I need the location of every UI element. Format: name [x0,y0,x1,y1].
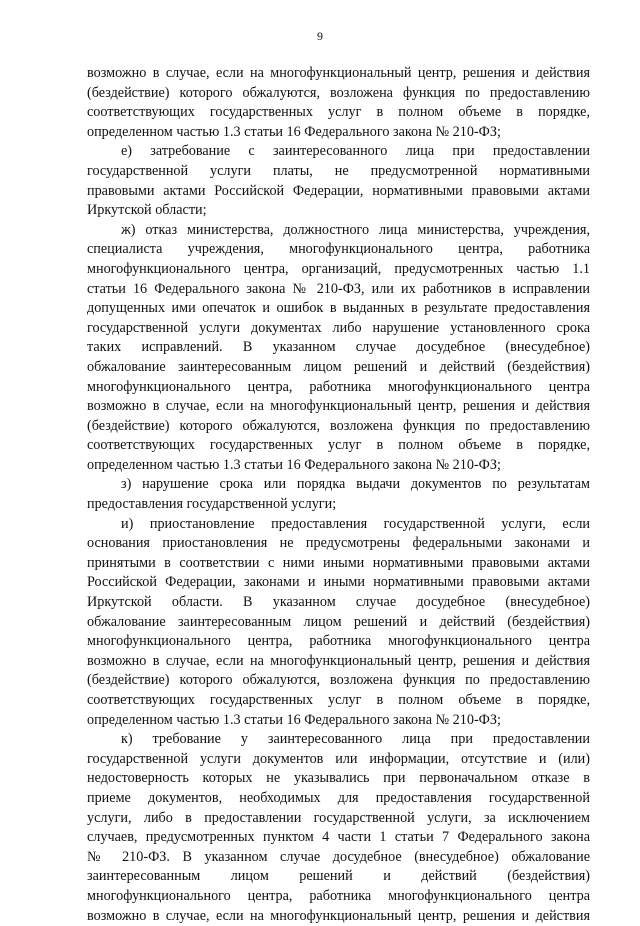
text-line: Иркутской области; [87,202,207,219]
text-line: обжалование заинтересованным лицом решений и действий (бездействия) [87,358,590,375]
text-line: соответствующих государственных услуг в полном объеме в порядке, [87,437,590,454]
text-line: специалиста учреждения, многофункционального центра, работника [87,241,590,258]
text-line: многофункционального центра, работника многофункционального центра [87,633,590,650]
page-number: 9 [317,29,323,43]
text-line: таких исправлений. В указанном случае досудебное (внесудебное) [87,339,590,356]
text-line: № 210-ФЗ. В указанном случае досудебное (внесудебное) обжалование [87,848,590,865]
text-line: к) требование у заинтересованного лица при предоставлении [121,731,590,748]
text-line: многофункционального центра, организаций, предусмотренных частью 1.1 [87,260,590,277]
text-line: (бездействие) которого обжалуются, возложена функция по предоставлению [87,672,590,689]
text-line: определенном частью 1.3 статьи 16 Федерального закона № 210-ФЗ; [87,123,501,140]
text-line: и) приостановление предоставления государственной услуги, если [121,515,590,532]
text-line: многофункционального центра, работника многофункционального центра [87,378,590,395]
text-line: е) затребование с заинтересованного лица при предоставлении [121,143,590,160]
text-line: Иркутской области. В указанном случае досудебное (внесудебное) [87,594,590,611]
text-line: государственной услуги документов или информации, отсутствие и (или) [87,750,590,767]
text-line: возможно в случае, если на многофункциональный центр, решения и действия [87,398,590,415]
text-line: ж) отказ министерства, должностного лица министерства, учреждения, [121,221,590,238]
text-line: определенном частью 1.3 статьи 16 Федерального закона № 210-ФЗ; [87,456,501,473]
text-line: обжалование заинтересованным лицом решений и действий (бездействия) [87,613,590,630]
text-line: (бездействие) которого обжалуются, возложена функция по предоставлению [87,84,590,101]
text-line: приеме документов, необходимых для предоставления государственной [87,789,590,806]
text-line: услуги, либо в предоставлении государственной услуги, за исключением [87,809,590,826]
text-line: возможно в случае, если на многофункциональный центр, решения и действия [87,65,590,81]
text-line: правовыми актами Российской Федерации, нормативными правовыми актами [87,182,590,199]
text-line: определенном частью 1.3 статьи 16 Федерального закона № 210-ФЗ; [87,711,501,728]
text-line: возможно в случае, если на многофункциональный центр, решения и действия [87,907,590,924]
text-line: случаев, предусмотренных пунктом 4 части 1 статьи 7 Федерального закона [87,829,590,846]
text-line: допущенных ими опечаток и ошибок в выданных в результате предоставления [87,300,590,317]
text-line: многофункционального центра, работника многофункционального центра [87,887,590,904]
text-line: основания приостановления не предусмотрены федеральными законами и [87,535,590,552]
text-line: з) нарушение срока или порядка выдачи документов по результатам [121,476,590,493]
text-line: государственной услуги платы, не предусмотренной нормативными [87,162,590,179]
text-line: предоставления государственной услуги; [87,496,337,513]
text-line: (бездействие) которого обжалуются, возложена функция по предоставлению [87,417,590,434]
text-line: соответствующих государственных услуг в полном объеме в порядке, [87,692,590,708]
text-line: заинтересованным лицом решений и действий (бездействия) [87,868,590,885]
text-line: возможно в случае, если на многофункциональный центр, решения и действия [87,652,590,669]
text-line: соответствующих государственных услуг в полном объеме в порядке, [87,104,590,121]
text-line: принятыми в соответствии с ними иными нормативными правовыми актами [87,554,590,571]
text-line: государственной услуги документах либо нарушение установленного срока [87,319,590,336]
text-line: недостоверность которых не указывались при первоначальном отказе в [87,770,590,787]
text-line: статьи 16 Федерального закона № 210-ФЗ, или их работников в исправлении [87,280,590,297]
text-line: Российской Федерации, законами и иными нормативными правовыми актами [87,574,590,591]
document-body [87,64,590,926]
